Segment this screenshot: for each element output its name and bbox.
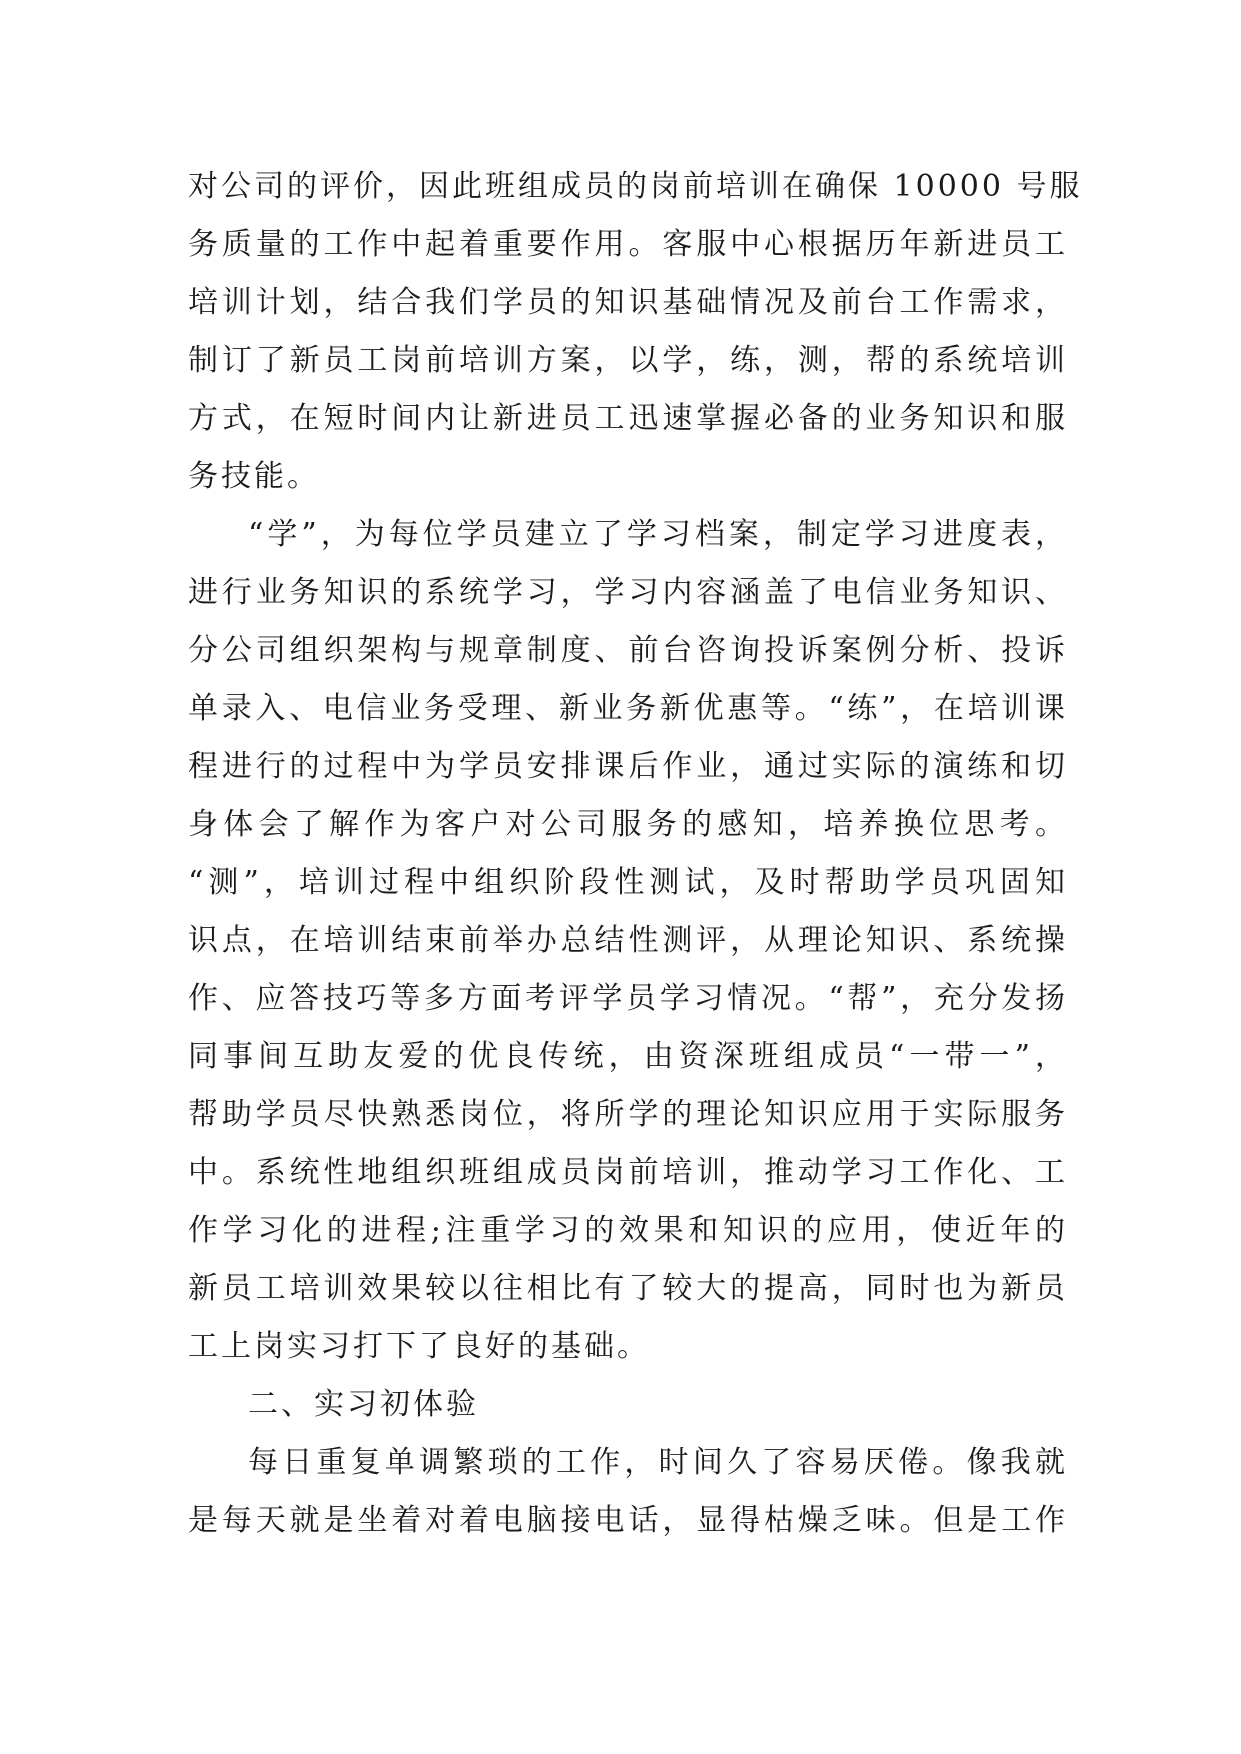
text-line: 制订了新员工岗前培训方案，以学，练，测，帮的系统培训 [188,343,1068,378]
text-line: 同事间互助友爱的优良传统，由资深班组成员“一带一”， [188,1039,1068,1074]
text-line: 工上岗实习打下了良好的基础。 [188,1329,650,1364]
text-line: 方式，在短时间内让新进员工迅速掌握必备的业务知识和服 [188,401,1068,436]
text-line: 程进行的过程中为学员安排课后作业，通过实际的演练和切 [188,749,1068,784]
paragraph-start-line: “学”，为每位学员建立了学习档案，制定学习进度表， [248,517,1068,552]
text-line: 分公司组织架构与规章制度、前台咨询投诉案例分析、投诉 [188,633,1068,668]
text-line: 是每天就是坐着对着电脑接电话，显得枯燥乏味。但是工作 [188,1503,1068,1538]
section-heading: 二、实习初体验 [248,1387,479,1422]
text-line: 新员工培训效果较以往相比有了较大的提高，同时也为新员 [188,1271,1068,1306]
text-line: 作学习化的进程;注重学习的效果和知识的应用，使近年的 [188,1213,1068,1248]
text-line: 进行业务知识的系统学习，学习内容涵盖了电信业务知识、 [188,575,1068,610]
text-line: 识点，在培训结束前举办总结性测评，从理论知识、系统操 [188,923,1068,958]
text-line: 中。系统性地组织班组成员岗前培训，推动学习工作化、工 [188,1155,1068,1190]
body-text [188,158,1083,1550]
text-line: 培训计划，结合我们学员的知识基础情况及前台工作需求， [188,285,1068,320]
text-line: 对公司的评价，因此班组成员的岗前培训在确保 10000 号服 [188,169,1083,204]
text-line: 身体会了解作为客户对公司服务的感知，培养换位思考。 [188,807,1068,842]
text-line: 务技能。 [188,459,320,494]
paragraph-start-line: 每日重复单调繁琐的工作，时间久了容易厌倦。像我就 [248,1445,1068,1480]
text-line: “测”，培训过程中组织阶段性测试，及时帮助学员巩固知 [188,865,1068,900]
text-line: 务质量的工作中起着重要作用。客服中心根据历年新进员工 [188,227,1068,262]
text-line: 单录入、电信业务受理、新业务新优惠等。“练”，在培训课 [188,691,1068,726]
text-line: 作、应答技巧等多方面考评学员学习情况。“帮”，充分发扬 [188,981,1068,1016]
text-line: 帮助学员尽快熟悉岗位，将所学的理论知识应用于实际服务 [188,1097,1068,1132]
